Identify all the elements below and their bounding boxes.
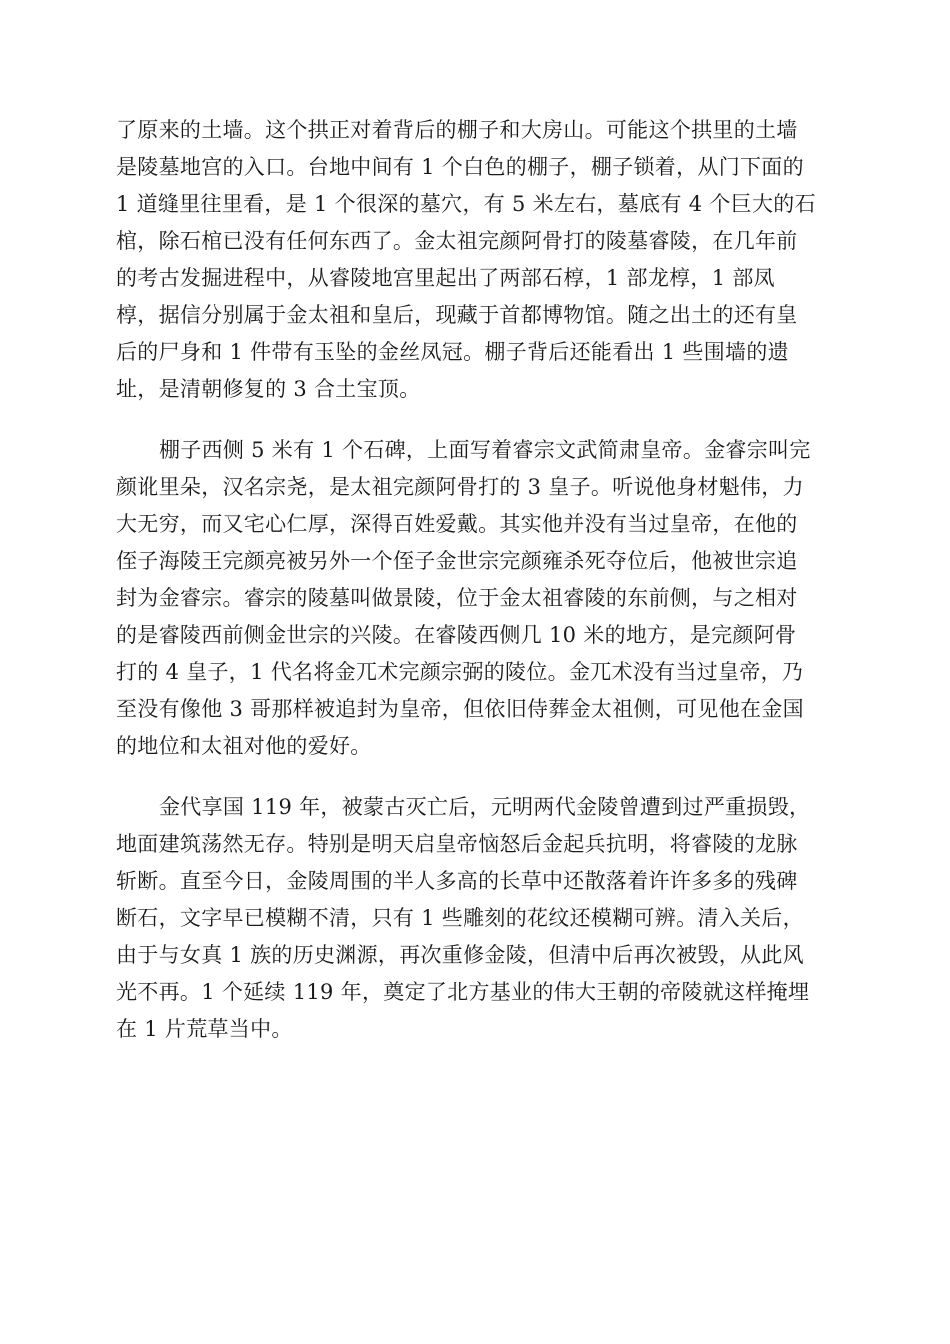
text-line: 的考古发掘进程中，从睿陵地宫里起出了两部石椁，1 部龙椁，1 部凤 <box>116 266 775 290</box>
text-line: 的地位和太祖对他的爱好。 <box>116 734 372 758</box>
paragraph-3 <box>116 789 836 1048</box>
text-line: 至没有像他 3 哥那样被追封为皇帝，但依旧侍葬金太祖侧，可见他在金国 <box>116 697 804 721</box>
text-line: 断石，文字早已模糊不清，只有 1 些雕刻的花纹还模糊可辨。清入关后， <box>116 906 804 930</box>
text-line: 址，是清朝修复的 3 合土宝顶。 <box>116 377 421 401</box>
text-line: 在 1 片荒草当中。 <box>116 1017 293 1041</box>
text-line: 侄子海陵王完颜亮被另外一个侄子金世宗完颜雍杀死夺位后，他被世宗追 <box>116 549 798 573</box>
text-line: 了原来的土墙。这个拱正对着背后的棚子和大房山。可能这个拱里的土墙 <box>116 118 798 142</box>
text-line: 的是睿陵西前侧金世宗的兴陵。在睿陵西侧几 10 米的地方，是完颜阿骨 <box>116 623 797 647</box>
text-line: 棚子西侧 5 米有 1 个石碑，上面写着睿宗文武简肃皇帝。金睿宗叫完 <box>159 438 811 462</box>
text-line: 封为金睿宗。睿宗的陵墓叫做景陵，位于金太祖睿陵的东前侧，与之相对 <box>116 586 798 610</box>
text-line: 是陵墓地宫的入口。台地中间有 1 个白色的棚子，棚子锁着，从门下面的 <box>116 155 804 179</box>
text-line: 金代享国 119 年，被蒙古灭亡后，元明两代金陵曾遭到过严重损毁， <box>159 795 811 819</box>
text-line: 斩断。直至今日，金陵周围的半人多高的长草中还散落着许许多多的残碑 <box>116 869 798 893</box>
text-line: 光不再。1 个延续 119 年，奠定了北方基业的伟大王朝的帝陵就这样掩埋 <box>116 980 810 1004</box>
text-line: 1 道缝里往里看，是 1 个很深的墓穴，有 5 米左右，墓底有 4 个巨大的石 <box>116 192 816 216</box>
text-line: 颜讹里朵，汉名宗尧，是太祖完颜阿骨打的 3 皇子。听说他身材魁伟，力 <box>116 475 804 499</box>
paragraph-2 <box>116 432 836 765</box>
text-line: 打的 4 皇子，1 代名将金兀术完颜宗弼的陵位。金兀术没有当过皇帝，乃 <box>116 660 804 684</box>
text-line: 棺，除石棺已没有任何东西了。金太祖完颜阿骨打的陵墓睿陵，在几年前 <box>116 229 798 253</box>
text-line: 椁，据信分别属于金太祖和皇后，现藏于首都博物馆。随之出土的还有皇 <box>116 303 798 327</box>
document-body <box>116 112 836 1048</box>
paragraph-1 <box>116 112 836 408</box>
text-line: 大无穷，而又宅心仁厚，深得百姓爱戴。其实他并没有当过皇帝，在他的 <box>116 512 798 536</box>
text-line: 地面建筑荡然无存。特别是明天启皇帝恼怒后金起兵抗明，将睿陵的龙脉 <box>116 832 798 856</box>
text-line: 由于与女真 1 族的历史渊源，再次重修金陵，但清中后再次被毁，从此风 <box>116 943 804 967</box>
text-line: 后的尸身和 1 件带有玉坠的金丝凤冠。棚子背后还能看出 1 些围墙的遗 <box>116 340 789 364</box>
